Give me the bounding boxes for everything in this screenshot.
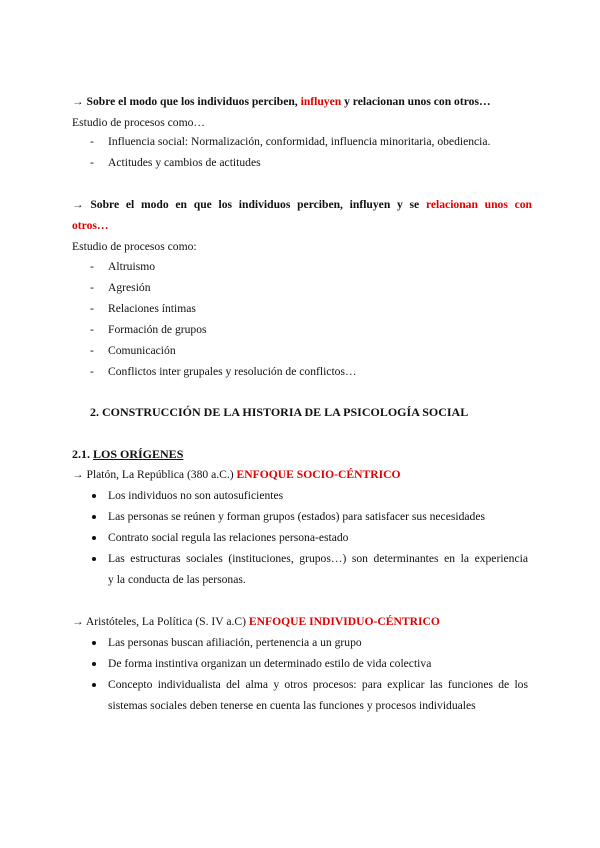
subsection-heading [72,446,532,462]
dash-marker: - [90,156,94,169]
list-item: Las estructuras sociales (instituciones, grupos…) son determinantes en la experiencia [108,552,528,565]
bullet-icon [92,536,96,540]
list-item: De forma instintiva organizan un determinado estilo de vida colectiva [108,657,432,670]
dash-marker: - [90,135,94,148]
plato-heading [72,467,532,483]
list-item: Concepto individualista del alma y otros procesos: para explicar las funciones de los [108,678,528,691]
list-item: Contrato social regula las relaciones persona-estado [108,531,349,544]
dash-marker: - [90,344,94,357]
list-item: Los individuos no son autosuficientes [108,489,284,502]
plato-tag: ENFOQUE SOCIO-CÉNTRICO [236,468,401,481]
bullet-icon [92,641,96,645]
block2-highlight: relacionan unos con [425,198,532,211]
list-item: Las personas se reúnen y forman grupos (estados) para satisfacer sus necesidades [108,510,485,523]
aristotle-tag: ENFOQUE INDIVIDUO-CÉNTRICO [248,615,440,628]
arrow-icon: → [72,198,84,211]
list-item-cont: y la conducta de las personas. [108,573,246,586]
list-item: Conflictos inter grupales y resolución de conflictos… [108,365,357,378]
list-item: Altruismo [108,260,156,273]
block1-highlight: influyen [300,95,342,108]
dash-marker: - [90,365,94,378]
list-item: Comunicación [108,344,176,357]
subsection-number: 2.1. [72,447,90,461]
block2-heading-pre: Sobre el modo en que los individuos perciben, influyen y se [90,198,420,211]
plato-intro: → Platón, La República (380 a.C.) [72,468,234,481]
bullet-icon [92,662,96,666]
list-item: Las personas buscan afiliación, pertenencia a un grupo [108,636,362,649]
bullet-icon [92,557,96,561]
list-item: Formación de grupos [108,323,207,336]
list-item-cont: sistemas sociales deben tenerse en cuenta las funciones y procesos individuales [108,699,476,712]
aristotle-intro: → Aristóteles, La Política (S. IV a.C) [72,615,246,628]
list-item: Influencia social: Normalización, conformidad, influencia minoritaria, obediencia. [108,135,491,148]
section-heading: 2. CONSTRUCCIÓN DE LA HISTORIA DE LA PSICOLOGÍA SOCIAL [90,405,469,419]
block1-study-text: Estudio de procesos como… [72,116,205,129]
dash-marker: - [90,302,94,315]
block1-heading [72,94,532,110]
dash-marker: - [90,281,94,294]
block1-heading-pre: Sobre el modo que los individuos perciben, [86,95,298,108]
dash-marker: - [90,260,94,273]
dash-marker: - [90,323,94,336]
bullet-icon [92,683,96,687]
subsection-title: LOS ORÍGENES [93,447,184,461]
arrow-icon: → [72,95,84,108]
block2-highlight-cont: otros… [72,219,109,232]
block2-heading [72,197,532,213]
list-item: Relaciones íntimas [108,302,196,315]
aristotle-heading [72,614,532,630]
list-item: Agresión [108,281,151,294]
block2-study-text: Estudio de procesos como: [72,240,197,253]
bullet-icon [92,494,96,498]
bullet-icon [92,515,96,519]
block1-heading-post: y relacionan unos con otros… [344,95,491,108]
list-item: Actitudes y cambios de actitudes [108,156,261,169]
